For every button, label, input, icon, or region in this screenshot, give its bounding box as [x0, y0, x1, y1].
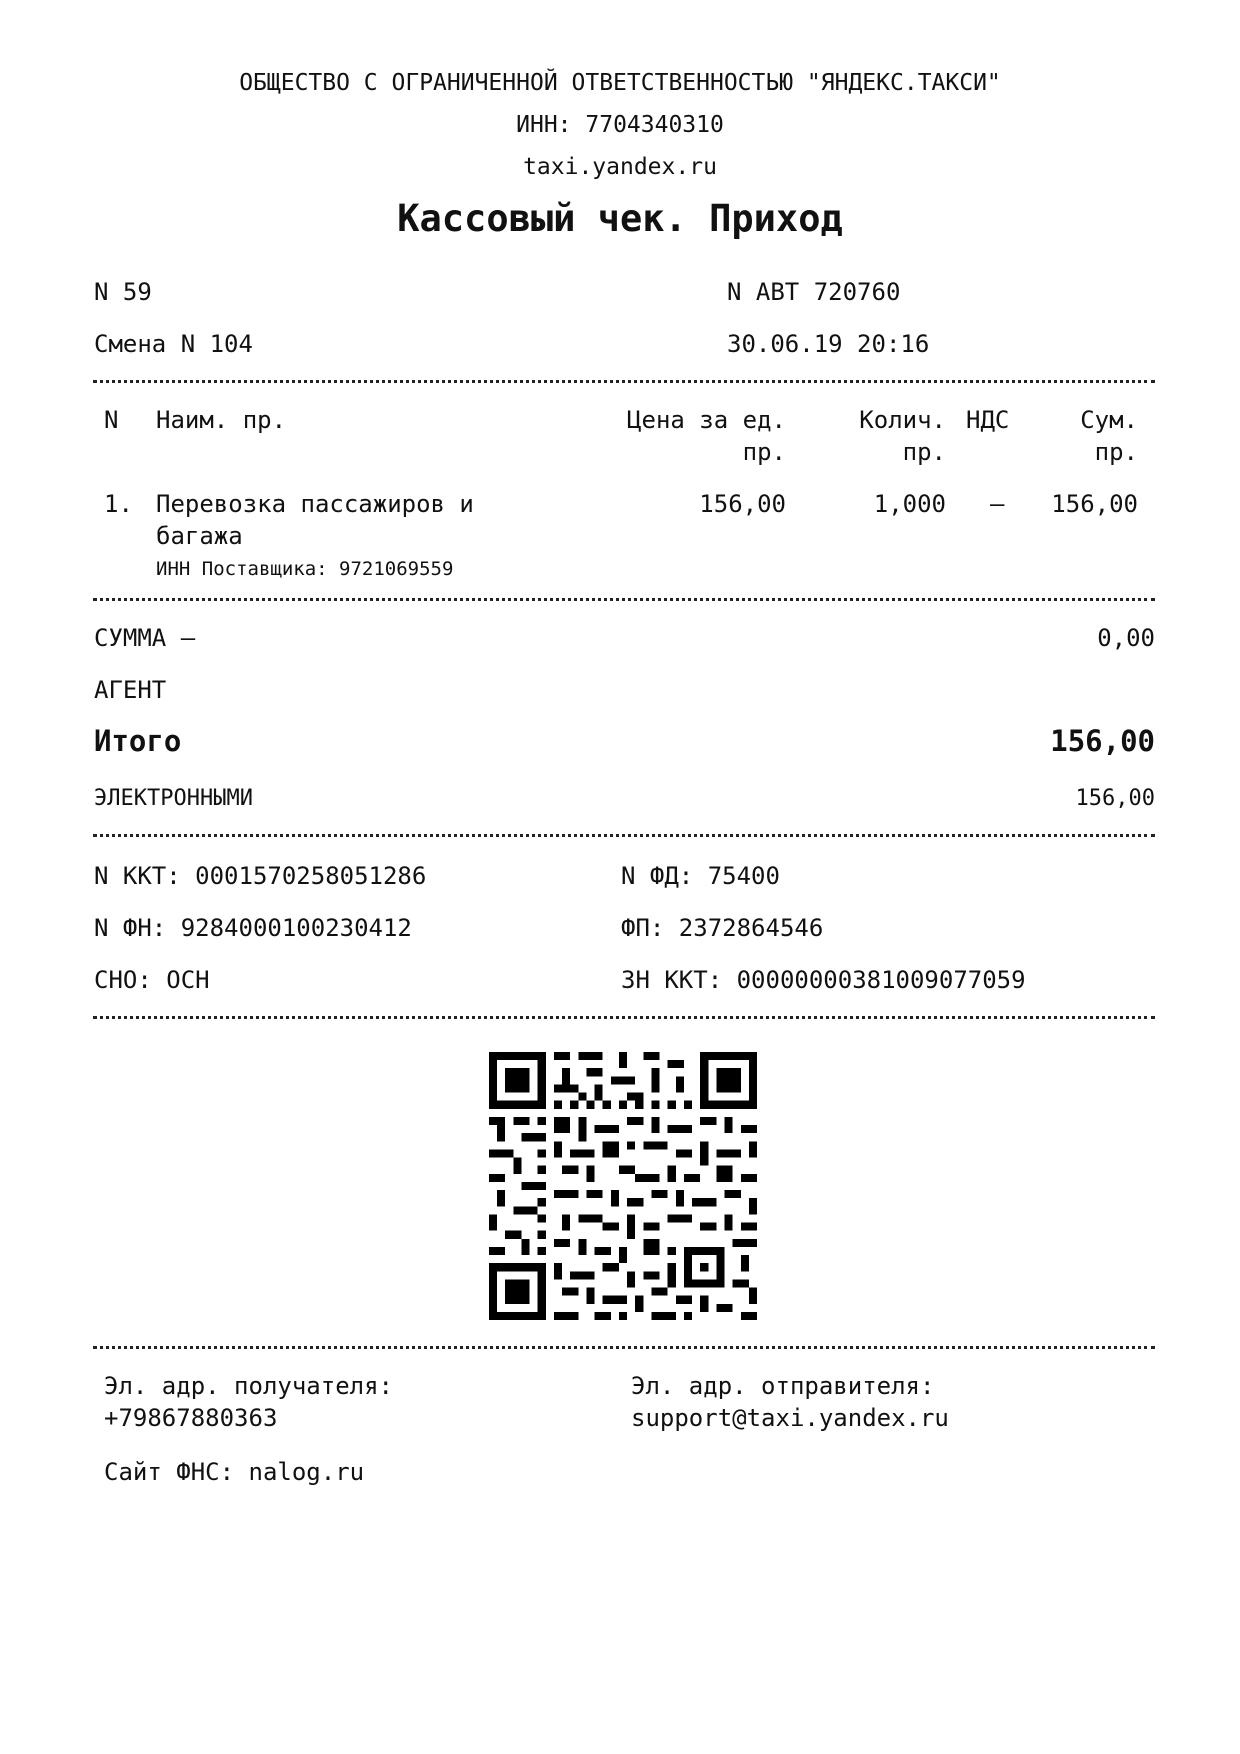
total-value: 156,00: [1050, 724, 1155, 758]
col-header-sum-line2: пр.: [1094, 438, 1138, 466]
col-header-vat: НДС: [966, 406, 1010, 434]
electronic-label: ЭЛЕКТРОННЫМИ: [94, 786, 253, 811]
sum-agent-label: СУММА —: [94, 624, 196, 652]
electronic-value: 156,00: [1075, 786, 1155, 811]
sum-agent-label-line2: АГЕНТ: [94, 676, 167, 704]
shift-number: Смена N 104: [94, 330, 253, 358]
row-vat: —: [990, 490, 1005, 518]
row-price: 156,00: [699, 490, 786, 518]
company-name: ОБЩЕСТВО С ОГРАНИЧЕННОЙ ОТВЕТСТВЕННОСТЬЮ "ЯНДЕКС.ТАКСИ": [239, 70, 1001, 96]
row-number: 1.: [104, 490, 133, 518]
row-supplier-inn: ИНН Поставщика: 9721069559: [156, 558, 454, 580]
divider: [93, 380, 1155, 383]
col-header-n: N: [104, 406, 119, 434]
sum-agent-value: 0,00: [1097, 624, 1155, 652]
total-label: Итого: [94, 724, 182, 758]
col-header-price: Цена за ед.: [627, 406, 786, 434]
sender-address-value: support@taxi.yandex.ru: [631, 1404, 949, 1432]
divider: [93, 1016, 1155, 1019]
row-item-name: Перевозка пассажиров и: [156, 490, 474, 518]
qr-code-icon: [489, 1052, 757, 1320]
sender-address-label: Эл. адр. отправителя:: [631, 1372, 935, 1400]
receipt-number: N 59: [94, 278, 152, 306]
row-quantity: 1,000: [873, 490, 946, 518]
divider: [93, 834, 1155, 837]
recipient-address-label: Эл. адр. получателя:: [104, 1372, 393, 1400]
col-header-qty-line2: пр.: [902, 438, 946, 466]
row-sum: 156,00: [1051, 490, 1138, 518]
receipt-datetime: 30.06.19 20:16: [727, 330, 930, 358]
col-header-price-line2: пр.: [742, 438, 786, 466]
receipt-title: Кассовый чек. Приход: [397, 197, 843, 240]
fn-number: N ФН: 9284000100230412: [94, 914, 412, 942]
fp-number: ФП: 2372864546: [621, 914, 824, 942]
fns-site: Сайт ФНС: nalog.ru: [104, 1458, 365, 1486]
fd-number: N ФД: 75400: [621, 862, 780, 890]
divider: [93, 598, 1155, 601]
zn-kkt: ЗН ККТ: 00000000381009077059: [621, 966, 1026, 994]
company-website: taxi.yandex.ru: [523, 154, 717, 180]
divider: [93, 1346, 1155, 1349]
recipient-address-value: +79867880363: [104, 1404, 278, 1432]
company-inn: ИНН: 7704340310: [516, 112, 724, 138]
sno: СНО: ОСН: [94, 966, 210, 994]
row-item-name-line2: багажа: [156, 522, 243, 550]
col-header-name: Наим. пр.: [156, 406, 287, 434]
col-header-qty: Колич.: [859, 406, 946, 434]
auto-number: N АВТ 720760: [727, 278, 901, 306]
col-header-sum: Сум.: [1080, 406, 1138, 434]
kkt-number: N ККТ: 0001570258051286: [94, 862, 427, 890]
